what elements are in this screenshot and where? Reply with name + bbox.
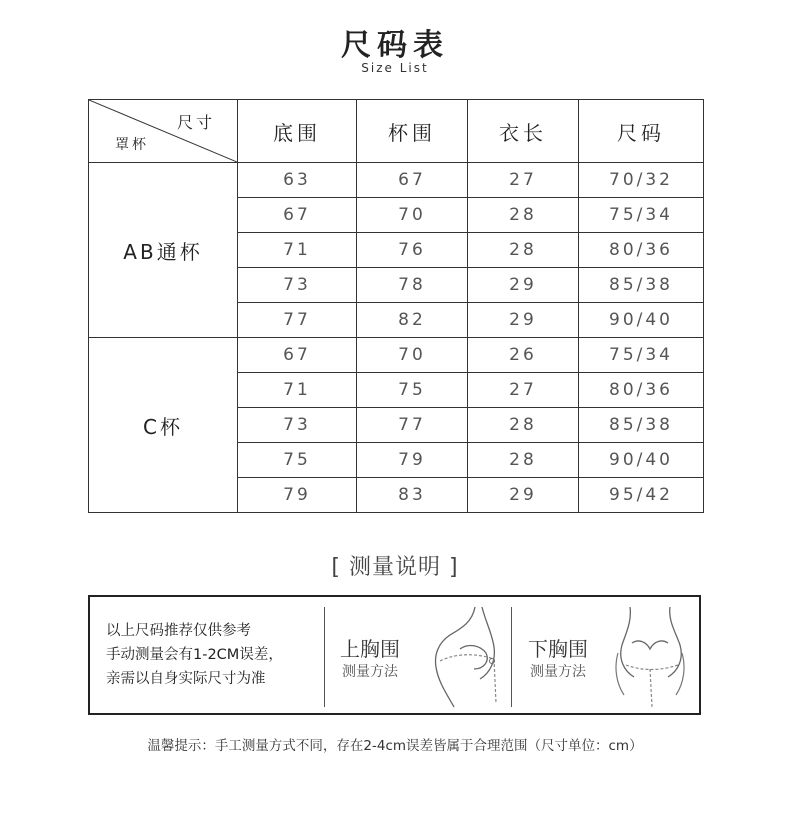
table-cell: 28 <box>468 198 579 233</box>
table-cell: 26 <box>468 338 579 373</box>
table-cell: 27 <box>468 163 579 198</box>
lower-bust-title: 下胸围 <box>528 637 588 661</box>
table-cell: 73 <box>238 408 357 443</box>
table-cell: 29 <box>468 478 579 513</box>
table-header-row <box>89 100 704 163</box>
table-cell: 29 <box>468 268 579 303</box>
footer-tip: 温馨提示：手工测量方式不同，存在2-4cm误差皆属于合理范围（尺寸单位：cm） <box>147 738 643 754</box>
measure-notes <box>106 619 283 691</box>
table-cell: 80/36 <box>579 373 704 408</box>
table-cell: 67 <box>357 163 468 198</box>
upper-bust-title: 上胸围 <box>340 637 400 661</box>
column-header: 衣长 <box>468 100 579 163</box>
lower-bust-figure-icon <box>610 603 695 711</box>
table-cell: 70 <box>357 198 468 233</box>
page-title: 尺码表 <box>341 28 449 63</box>
size-table <box>88 99 704 513</box>
table-cell: 71 <box>238 373 357 408</box>
page-subtitle: Size List <box>361 61 429 75</box>
measure-note-line: 手动测量会有1-2CM误差， <box>106 647 283 663</box>
table-cell: 70 <box>357 338 468 373</box>
group-label: AB通杯 <box>89 163 238 338</box>
table-cell: 85/38 <box>579 408 704 443</box>
corner-header-cell <box>89 100 238 163</box>
measure-section-title: [ 测量说明 ] <box>331 555 459 580</box>
table-cell: 73 <box>238 268 357 303</box>
table-cell: 77 <box>238 303 357 338</box>
table-cell: 67 <box>238 338 357 373</box>
table-cell: 29 <box>468 303 579 338</box>
table-cell: 85/38 <box>579 268 704 303</box>
table-cell: 95/42 <box>579 478 704 513</box>
table-cell: 75/34 <box>579 198 704 233</box>
table-cell: 76 <box>357 233 468 268</box>
upper-bust-subtitle: 测量方法 <box>342 664 398 680</box>
upper-bust-figure-icon <box>420 603 510 711</box>
table-cell: 80/36 <box>579 233 704 268</box>
lower-bust-subtitle: 测量方法 <box>530 664 586 680</box>
table-cell: 27 <box>468 373 579 408</box>
table-cell: 82 <box>357 303 468 338</box>
table-cell: 79 <box>357 443 468 478</box>
table-cell: 28 <box>468 233 579 268</box>
measure-box <box>88 595 701 715</box>
column-header: 杯围 <box>357 100 468 163</box>
table-cell: 67 <box>238 198 357 233</box>
table-cell: 28 <box>468 443 579 478</box>
table-cell: 75 <box>238 443 357 478</box>
divider <box>324 607 325 707</box>
table-cell: 70/32 <box>579 163 704 198</box>
table-row <box>89 163 704 198</box>
column-header: 尺码 <box>579 100 704 163</box>
table-cell: 90/40 <box>579 443 704 478</box>
table-cell: 63 <box>238 163 357 198</box>
table-cell: 28 <box>468 408 579 443</box>
measure-note-line: 亲需以自身实际尺寸为准 <box>106 671 266 687</box>
column-header: 底围 <box>238 100 357 163</box>
group-label: C杯 <box>89 338 238 513</box>
measure-note-line: 以上尺码推荐仅供参考 <box>106 623 251 639</box>
table-cell: 77 <box>357 408 468 443</box>
table-cell: 83 <box>357 478 468 513</box>
table-cell: 71 <box>238 233 357 268</box>
divider <box>511 607 512 707</box>
table-cell: 79 <box>238 478 357 513</box>
table-cell: 78 <box>357 268 468 303</box>
table-row <box>89 338 704 373</box>
table-cell: 75/34 <box>579 338 704 373</box>
corner-label-size: 尺寸 <box>176 113 215 132</box>
table-cell: 90/40 <box>579 303 704 338</box>
corner-label-cup: 罩杯 <box>115 137 149 153</box>
table-cell: 75 <box>357 373 468 408</box>
